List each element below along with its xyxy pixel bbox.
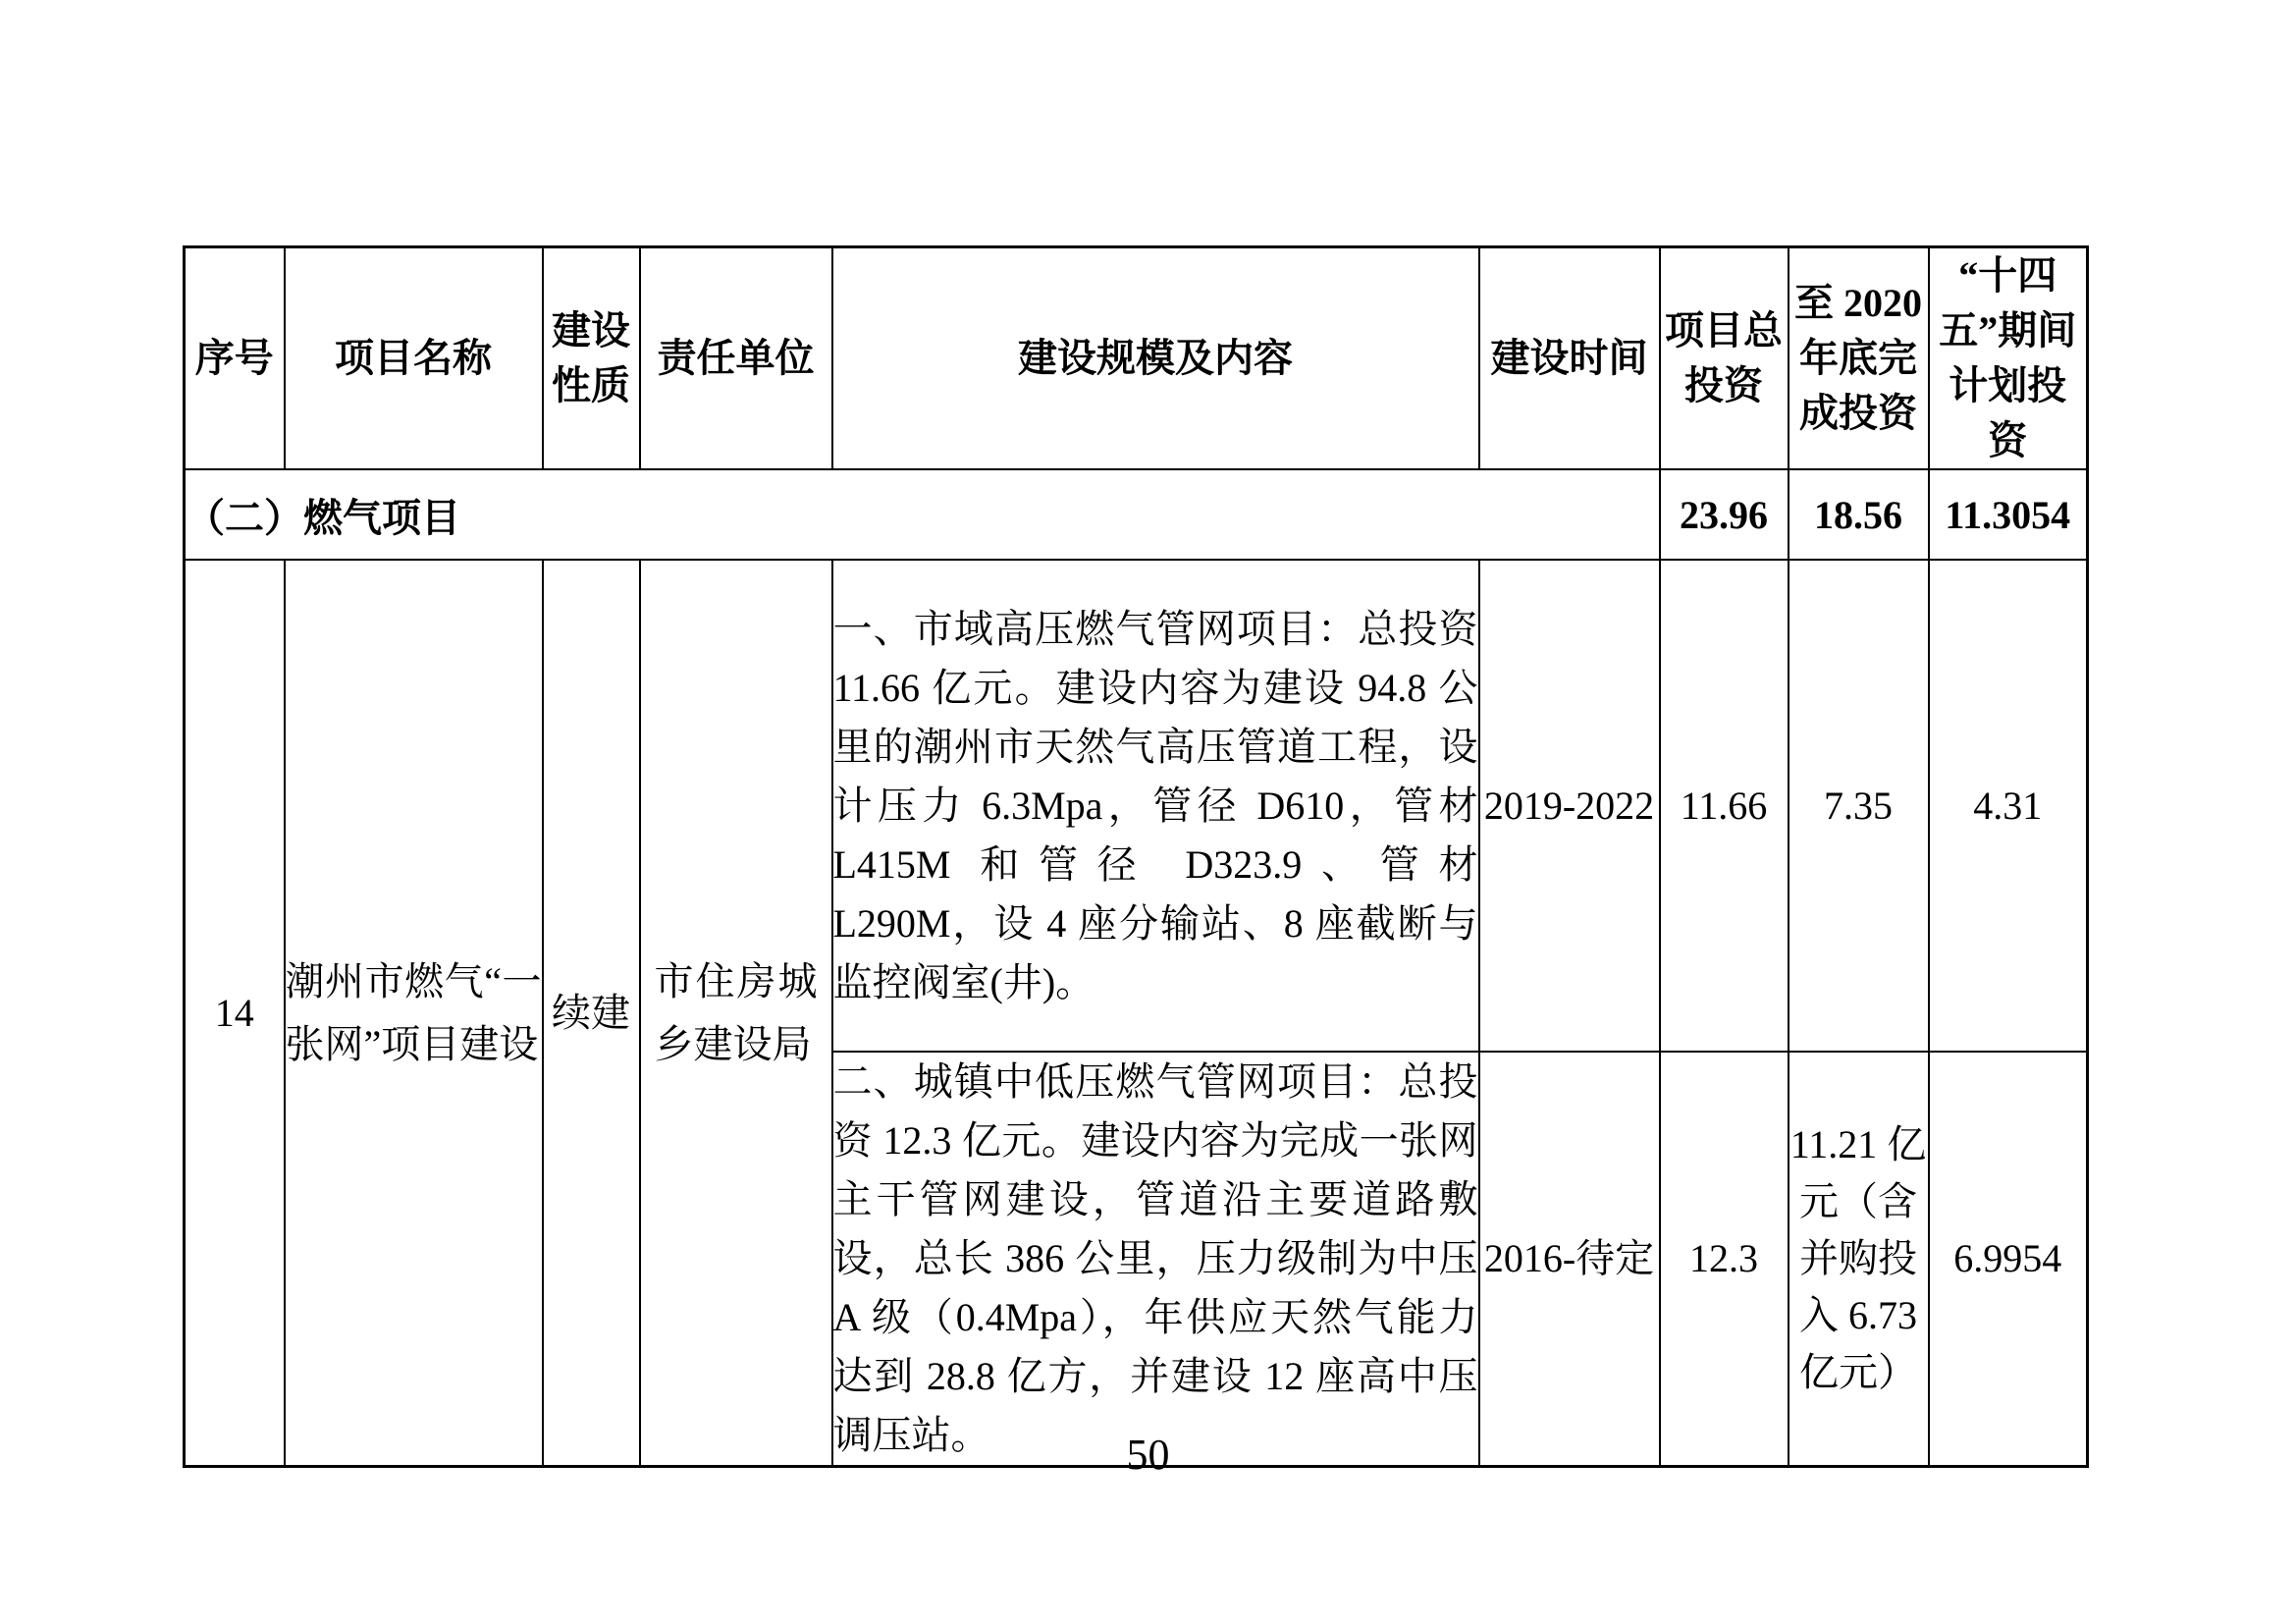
- subtotal-completed-2020: 18.56: [1789, 469, 1929, 560]
- header-planned-145: “十四五”期间计划投资: [1929, 247, 2088, 470]
- subtotal-label: （二）燃气项目: [185, 469, 1660, 560]
- cell-total-part2: 12.3: [1660, 1052, 1789, 1467]
- table-header-row: [185, 247, 2088, 470]
- cell-time-part2: 2016-待定: [1479, 1052, 1660, 1467]
- cell-completed-part1: 7.35: [1789, 560, 1929, 1052]
- cell-project-name: 潮州市燃气“一张网”项目建设: [285, 560, 543, 1467]
- page-number: 50: [1126, 1431, 1170, 1479]
- project-plan-table: [183, 245, 2089, 1468]
- header-seq: 序号: [185, 247, 285, 470]
- cell-planned-part2: 6.9954: [1929, 1052, 2088, 1467]
- header-unit: 责任单位: [640, 247, 832, 470]
- header-time: 建设时间: [1479, 247, 1660, 470]
- subtotal-row: [185, 469, 2088, 560]
- cell-planned-part1: 4.31: [1929, 560, 2088, 1052]
- cell-time-part1: 2019-2022: [1479, 560, 1660, 1052]
- subtotal-total-investment: 23.96: [1660, 469, 1789, 560]
- cell-total-part1: 11.66: [1660, 560, 1789, 1052]
- header-completed-2020: 至 2020 年底完成投资: [1789, 247, 1929, 470]
- cell-nature: 续建: [543, 560, 640, 1467]
- cell-content-part2: 二、城镇中低压燃气管网项目：总投资 12.3 亿元。建设内容为完成一张网主干管网建设，管道沿主要道路敷设，总长 386 公里，压力级制为中压 A 级（0.4Mpa），年供应天然气能力达到 28.8 亿方，并建设 12 座高中压调压站。: [832, 1052, 1479, 1467]
- header-total-investment: 项目总投资: [1660, 247, 1789, 470]
- cell-completed-part2: 11.21 亿元（含并购投入 6.73 亿元）: [1789, 1052, 1929, 1467]
- header-project-name: 项目名称: [285, 247, 543, 470]
- cell-unit: 市住房城乡建设局: [640, 560, 832, 1467]
- project-row-part1: [185, 560, 2088, 1052]
- cell-seq: 14: [185, 560, 285, 1467]
- cell-content-part1: 一、市域高压燃气管网项目：总投资 11.66 亿元。建设内容为建设 94.8 公里的潮州市天然气高压管道工程，设计压力 6.3Mpa，管径 D610，管材 L415M 和管径 D323.9、管材 L290M，设 4 座分输站、8 座截断与监控阀室(井)。: [832, 560, 1479, 1052]
- header-content: 建设规模及内容: [832, 247, 1479, 470]
- header-nature: 建设性质: [543, 247, 640, 470]
- subtotal-planned-145: 11.3054: [1929, 469, 2088, 560]
